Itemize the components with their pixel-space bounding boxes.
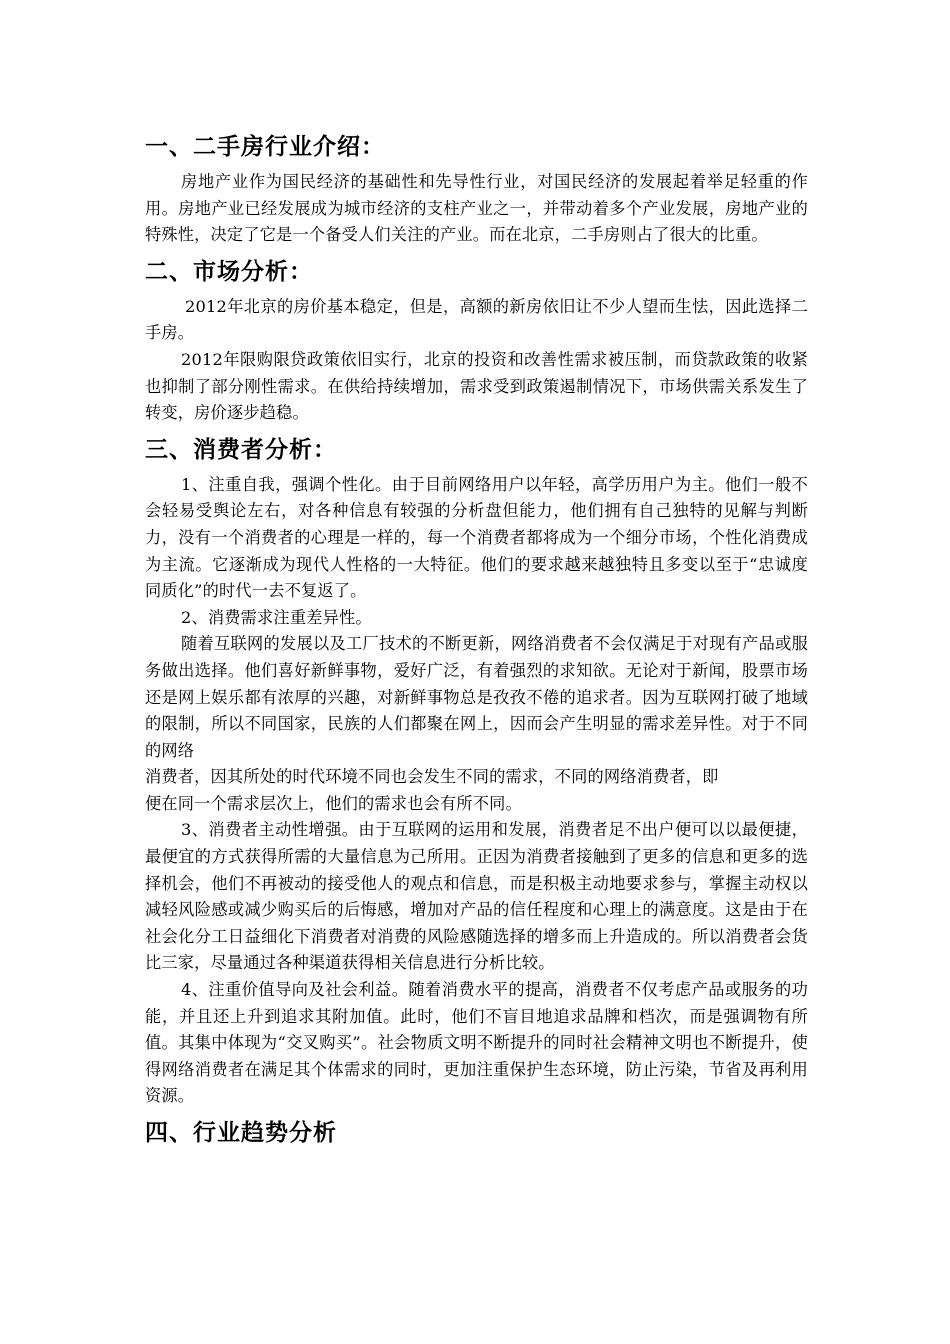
- paragraph: 1、注重自我，强调个性化。由于目前网络用户以年轻，高学历用户为主。他们一般不会轻易受舆论左右，对各种信息有较强的分析盘但能力，他们拥有自己独特的见解与判断力，没有一个消费者的心理是一样的，每一个消费者都将成为一个细分市场，个性化消费成为主流。它逐渐成为现代人性格的一大特征。他们的要求越来越独特且多变以至于“忠诚度同质化”的时代一去不复返了。: [145, 474, 808, 601]
- section-industry-trend: [145, 1118, 808, 1148]
- paragraph: 房地产业作为国民经济的基础性和先导性行业，对国民经济的发展起着举足轻重的作用。房地产业已经发展成为城市经济的支柱产业之一，并带动着多个产业发展，房地产业的特殊性，决定了它是一个备受人们关注的产业。而在北京，二手房则占了很大的比重。: [145, 172, 808, 245]
- paragraph: 3、消费者主动性增强。由于互联网的运用和发展，消费者足不出户便可以以最便捷，最便宜的方式获得所需的大量信息为己所用。正因为消费者接触到了更多的信息和更多的选择机会，他们不再被动的接受他人的观点和信息，而是积极主动地要求参与，掌握主动权以减轻风险感或减少购买后的后悔感，增加对产品的信任程度和心理上的满意度。这是由于在社会化分工日益细化下消费者对消费的风险感随选择的增多而上升造成的。所以消费者会货比三家，尽量通过各种渠道获得相关信息进行分析比较。: [145, 820, 808, 973]
- section-consumer-analysis: [145, 435, 808, 1110]
- section-heading: 四、行业趋势分析: [145, 1120, 337, 1146]
- section-market-analysis: [145, 257, 808, 427]
- paragraph: 2012年北京的房价基本稳定，但是，高额的新房依旧让不少人望而生怯，因此选择二手房。: [145, 296, 808, 343]
- section-heading: 三、消费者分析：: [145, 436, 337, 463]
- section-heading: 一、二手房行业介绍：: [145, 134, 385, 160]
- paragraph: 2、消费需求注重差异性。: [181, 607, 372, 627]
- paragraph: 2012年限购限贷政策依旧实行，北京的投资和改善性需求被压制，而贷款政策的收紧也抑制了部分刚性需求。在供给持续增加，需求受到政策遏制情况下，市场供需关系发生了转变，房价逐步趋稳。: [145, 349, 808, 423]
- paragraph: 便在同一个需求层次上，他们的需求也会有所不同。: [145, 793, 522, 813]
- section-industry-intro: [145, 132, 808, 249]
- section-heading: 二、市场分析：: [145, 258, 313, 285]
- paragraph: 随着互联网的发展以及工厂技术的不断更新，网络消费者不会仅满足于对现有产品或服务做出选择。他们喜好新鲜事物，爱好广泛，有着强烈的求知欲。无论对于新闻，股票市场还是网上娱乐都有浓厚的兴趣，对新鲜事物总是孜孜不倦的追求者。因为互联网打破了地域的限制，所以不同国家，民族的人们都聚在网上，因而会产生明显的需求差异性。对于不同的网络: [145, 634, 808, 760]
- document-body: [145, 132, 808, 1156]
- paragraph: 消费者，因其所处的时代环境不同也会发生不同的需求，不同的网络消费者，即: [145, 767, 719, 787]
- paragraph: 4、注重价值导向及社会利益。随着消费水平的提高，消费者不仅考虑产品或服务的功能，并且还上升到追求其附加值。此时，他们不盲目地追求品牌和档次，而是强调物有所值。其集中体现为“交叉购买”。社会物质文明不断提升的同时社会精神文明也不断提升，使得网络消费者在满足其个体需求的同时，更加注重保护生态环境，防止污染，节省及再利用资源。: [145, 980, 808, 1106]
